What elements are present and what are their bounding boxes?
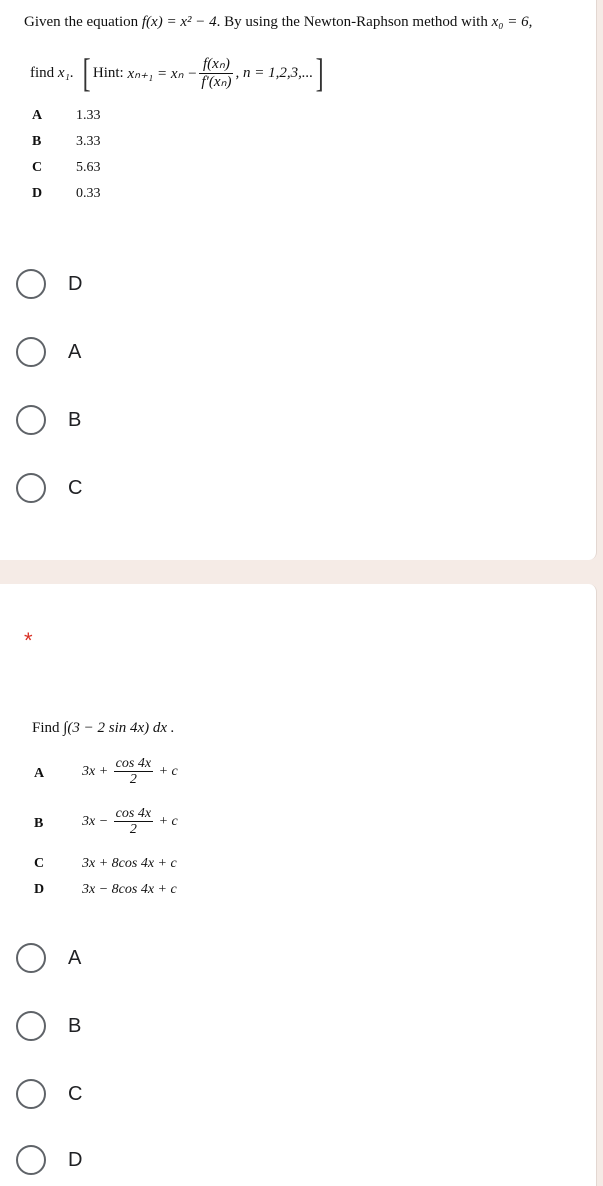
q1-method: . By using the Newton-Raphson method with <box>216 14 488 30</box>
option-value: 3.33 <box>76 134 101 149</box>
option-post: + c <box>158 764 178 780</box>
hint-fraction <box>199 56 233 90</box>
hint-lhs: xₙ₊₁ = xₙ − <box>127 65 198 82</box>
option-pre: 3x + <box>82 764 109 780</box>
radio-button[interactable] <box>16 1145 46 1175</box>
radio-label[interactable]: B <box>68 1014 82 1037</box>
option-fraction <box>114 806 153 838</box>
hint-tail: , n = 1,2,3,... <box>235 64 314 81</box>
q2-choice-b[interactable] <box>16 1008 81 1044</box>
q1-x0: x₀ = 6, <box>491 14 533 30</box>
q1-choice-d[interactable] <box>16 266 82 302</box>
hint-denominator: f′(xₙ) <box>201 73 232 90</box>
q1-x1: x₁ <box>57 64 70 81</box>
q2-choice-a[interactable] <box>16 940 81 976</box>
option-value: 3x − 8cos 4x + c <box>82 882 177 897</box>
q1-equation: f(x) = x² − 4 <box>141 14 217 30</box>
question-1-text <box>24 14 532 31</box>
option-numerator: cos 4x <box>115 756 152 771</box>
option-post: + c <box>158 814 178 830</box>
radio-button[interactable] <box>16 405 46 435</box>
option-letter: C <box>34 856 45 871</box>
radio-label[interactable]: C <box>68 1082 83 1105</box>
q2-choice-d[interactable] <box>16 1142 82 1178</box>
option-letter: B <box>32 134 42 149</box>
q1-find: find <box>30 64 55 81</box>
radio-label[interactable]: D <box>68 272 83 295</box>
hint-open-bracket: [ <box>82 50 91 95</box>
radio-label[interactable]: D <box>68 1148 83 1171</box>
radio-label[interactable]: B <box>68 408 82 431</box>
question-2-text <box>32 720 175 737</box>
hint-label: Hint: <box>92 64 124 81</box>
option-value <box>82 806 178 838</box>
q2-find: Find <box>32 720 60 736</box>
radio-label[interactable]: C <box>68 476 83 499</box>
radio-button[interactable] <box>16 1079 46 1109</box>
option-value: 3x + 8cos 4x + c <box>82 856 177 871</box>
q1-choice-a[interactable] <box>16 334 81 370</box>
question-card-1 <box>0 0 597 560</box>
option-letter: A <box>32 108 43 123</box>
q2-choice-c[interactable] <box>16 1076 82 1112</box>
option-numerator: cos 4x <box>115 806 152 821</box>
radio-button[interactable] <box>16 473 46 503</box>
radio-button[interactable] <box>16 269 46 299</box>
option-fraction <box>114 756 153 788</box>
required-asterisk: * <box>24 628 33 653</box>
radio-button[interactable] <box>16 337 46 367</box>
option-value: 1.33 <box>76 108 101 123</box>
option-value: 5.63 <box>76 160 101 175</box>
radio-label[interactable]: A <box>68 946 82 969</box>
option-letter: B <box>34 816 44 831</box>
q1-intro: Given the equation <box>24 14 139 30</box>
radio-button[interactable] <box>16 943 46 973</box>
q2-integral: ∫(3 − 2 sin 4x) dx . <box>63 720 175 736</box>
hint-close-bracket: ] <box>315 50 324 95</box>
q1-choice-b[interactable] <box>16 402 81 438</box>
question-1-hint-line: find x₁ . [ Hint: xₙ₊₁ = xₙ − $\frac{\text{f(xₙ)}}{\text{f′(xₙ)}}$ , n = 1,2,3,... ] <box>30 50 324 95</box>
radio-button[interactable] <box>16 1011 46 1041</box>
option-letter: C <box>32 160 43 175</box>
option-value: 0.33 <box>76 186 101 201</box>
option-denominator: 2 <box>129 822 137 838</box>
option-denominator: 2 <box>129 772 137 788</box>
option-letter: D <box>34 882 45 897</box>
option-pre: 3x − <box>82 814 109 830</box>
option-letter: A <box>34 766 45 781</box>
option-letter: D <box>32 186 43 201</box>
hint-numerator: f(xₙ) <box>199 56 233 74</box>
q1-choice-c[interactable] <box>16 470 82 506</box>
option-value <box>82 756 178 788</box>
radio-label[interactable]: A <box>68 340 82 363</box>
